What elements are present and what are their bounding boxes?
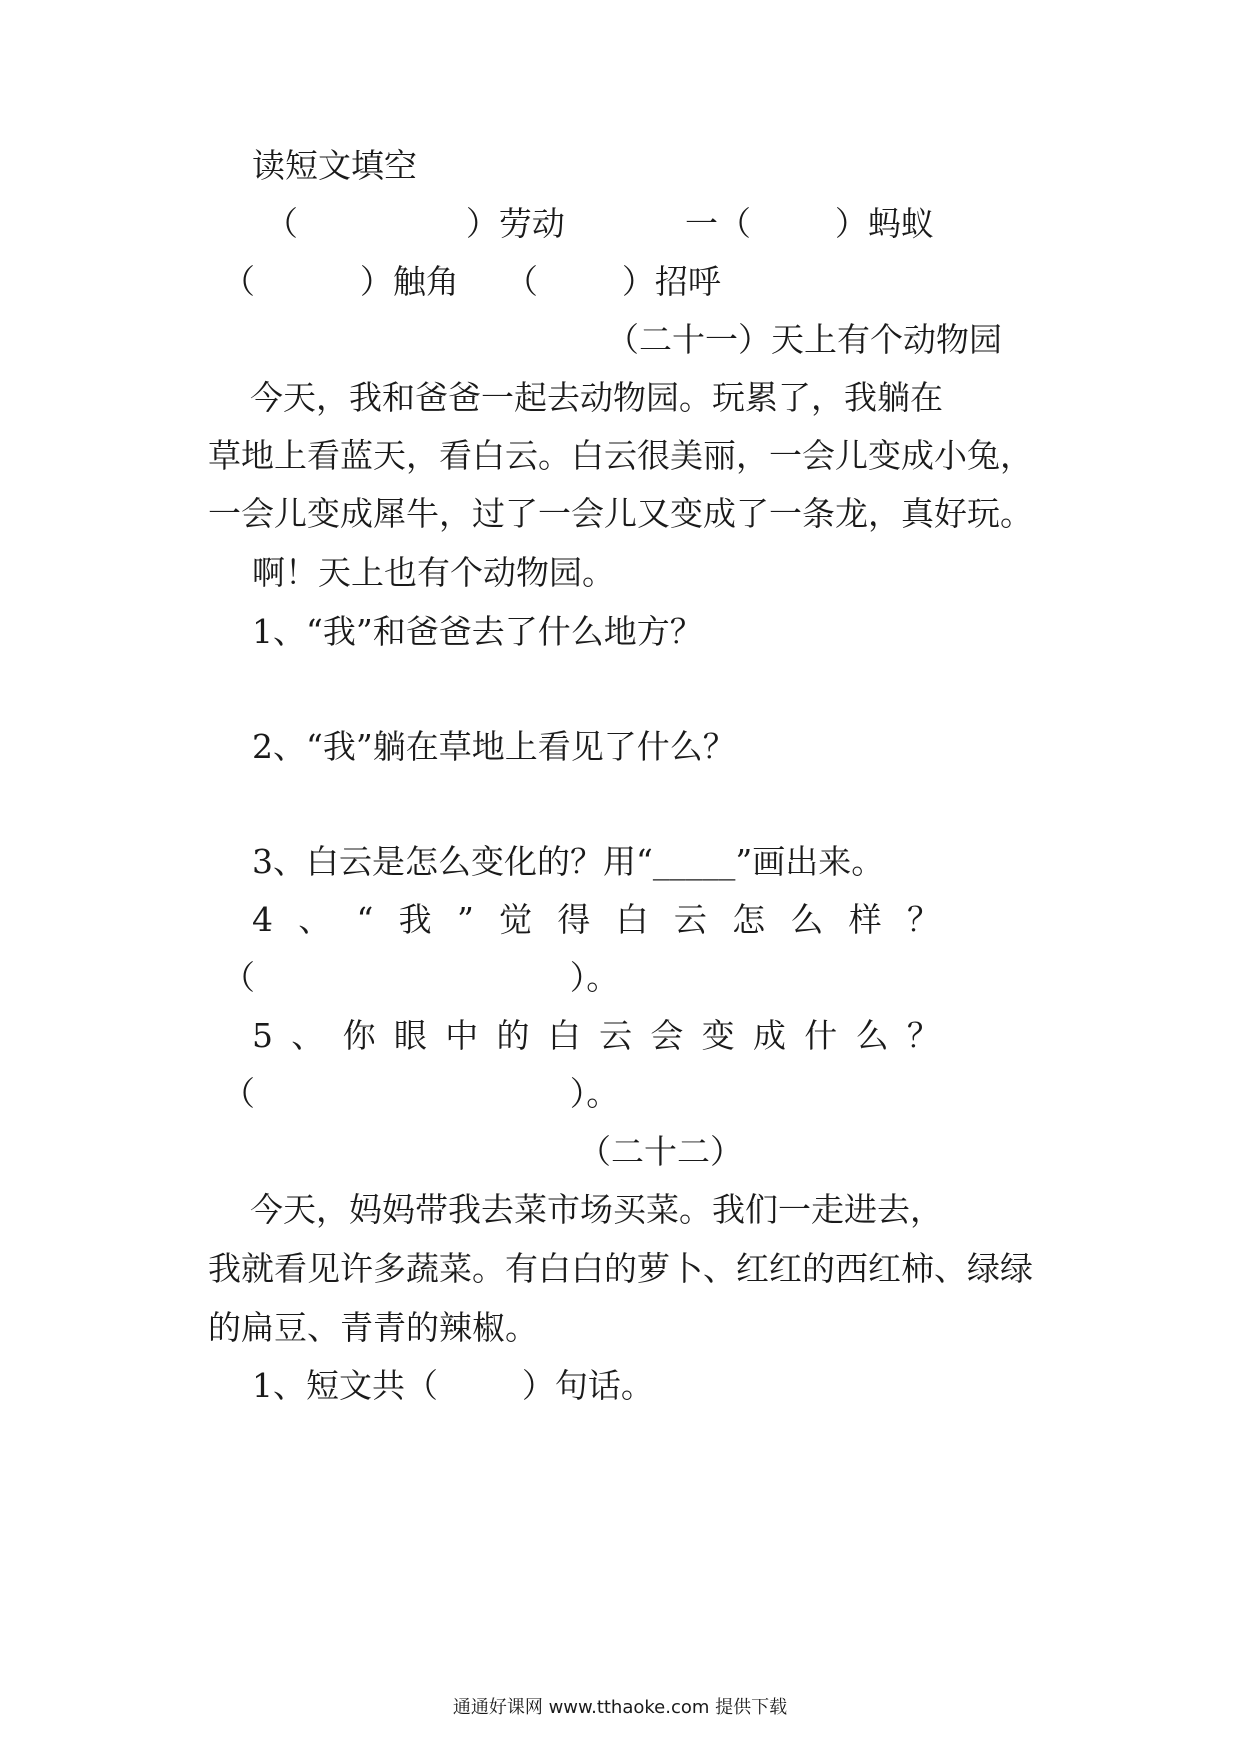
q5-char: 会	[650, 1016, 684, 1055]
q5-char: 5	[252, 1016, 273, 1055]
q4-char: 得	[557, 900, 591, 939]
passage21-line: 今天，我和爸爸一起去动物园。玩累了，我躺在	[208, 378, 943, 417]
passage21-question-4	[252, 900, 940, 940]
q4-char: “	[356, 900, 374, 939]
fill-blank-antenna: （ ）触角	[222, 262, 459, 301]
q4-char: 样	[848, 900, 882, 939]
q4-char: 云	[673, 900, 707, 939]
q5-char: 么	[855, 1016, 889, 1055]
section-heading: 读短文填空	[252, 146, 417, 185]
q5-char: 眼	[393, 1016, 427, 1055]
passage21-line: 草地上看蓝天，看白云。白云很美丽，一会儿变成小兔，	[208, 436, 1033, 475]
q5-char: 成	[752, 1016, 786, 1055]
passage21-line: 一会儿变成犀牛，过了一会儿又变成了一条龙，真好玩。	[208, 494, 1033, 533]
q5-char: 白	[547, 1016, 581, 1055]
q4-char: 4	[252, 900, 273, 939]
passage21-question-5	[252, 1016, 940, 1056]
q4-char: 怎	[732, 900, 766, 939]
q4-char: 、	[298, 900, 332, 939]
passage21-title: （二十一）天上有个动物园	[606, 320, 1002, 359]
q4-char: ”	[456, 900, 474, 939]
passage21-question-1: 1、“我”和爸爸去了什么地方？	[252, 612, 703, 651]
passage22-line: 的扁豆、青青的辣椒。	[208, 1308, 538, 1347]
q5-char: 的	[496, 1016, 530, 1055]
q4-char: 么	[790, 900, 824, 939]
q5-char: 变	[701, 1016, 735, 1055]
passage21-answer-5: （ ）。	[222, 1074, 620, 1113]
q4-char: 白	[615, 900, 649, 939]
q5-char: ？	[906, 1016, 940, 1055]
q4-char: 觉	[499, 900, 533, 939]
q5-char: 云	[599, 1016, 633, 1055]
passage21-question-3: 3、白云是怎么变化的？用“_____”画出来。	[252, 842, 885, 881]
passage22-question-1: 1、短文共（ ）句话。	[252, 1366, 654, 1405]
q5-char: 中	[445, 1016, 479, 1055]
passage22-line: 今天，妈妈带我去菜市场买菜。我们一走进去，	[208, 1190, 943, 1229]
page-footer: 通通好课网 www.tthaoke.com 提供下载	[452, 1697, 788, 1718]
fill-blank-greeting: （ ）招呼	[505, 262, 721, 301]
passage22-line: 我就看见许多蔬菜。有白白的萝卜、红红的西红柿、绿绿	[208, 1249, 1033, 1288]
q4-char: 我	[398, 900, 432, 939]
fill-blank-ant: 一（ ）蚂蚁	[685, 204, 934, 243]
q5-char: 什	[804, 1016, 838, 1055]
q5-char: 、	[291, 1016, 325, 1055]
fill-blank-labor: （ ）劳动	[265, 204, 565, 243]
passage21-line: 啊！天上也有个动物园。	[252, 553, 615, 592]
passage21-question-2: 2、“我”躺在草地上看见了什么？	[252, 727, 736, 766]
q4-char: ？	[906, 900, 940, 939]
passage21-answer-4: （ ）。	[222, 958, 620, 997]
q5-char: 你	[342, 1016, 376, 1055]
passage22-title: （二十二）	[578, 1132, 743, 1171]
